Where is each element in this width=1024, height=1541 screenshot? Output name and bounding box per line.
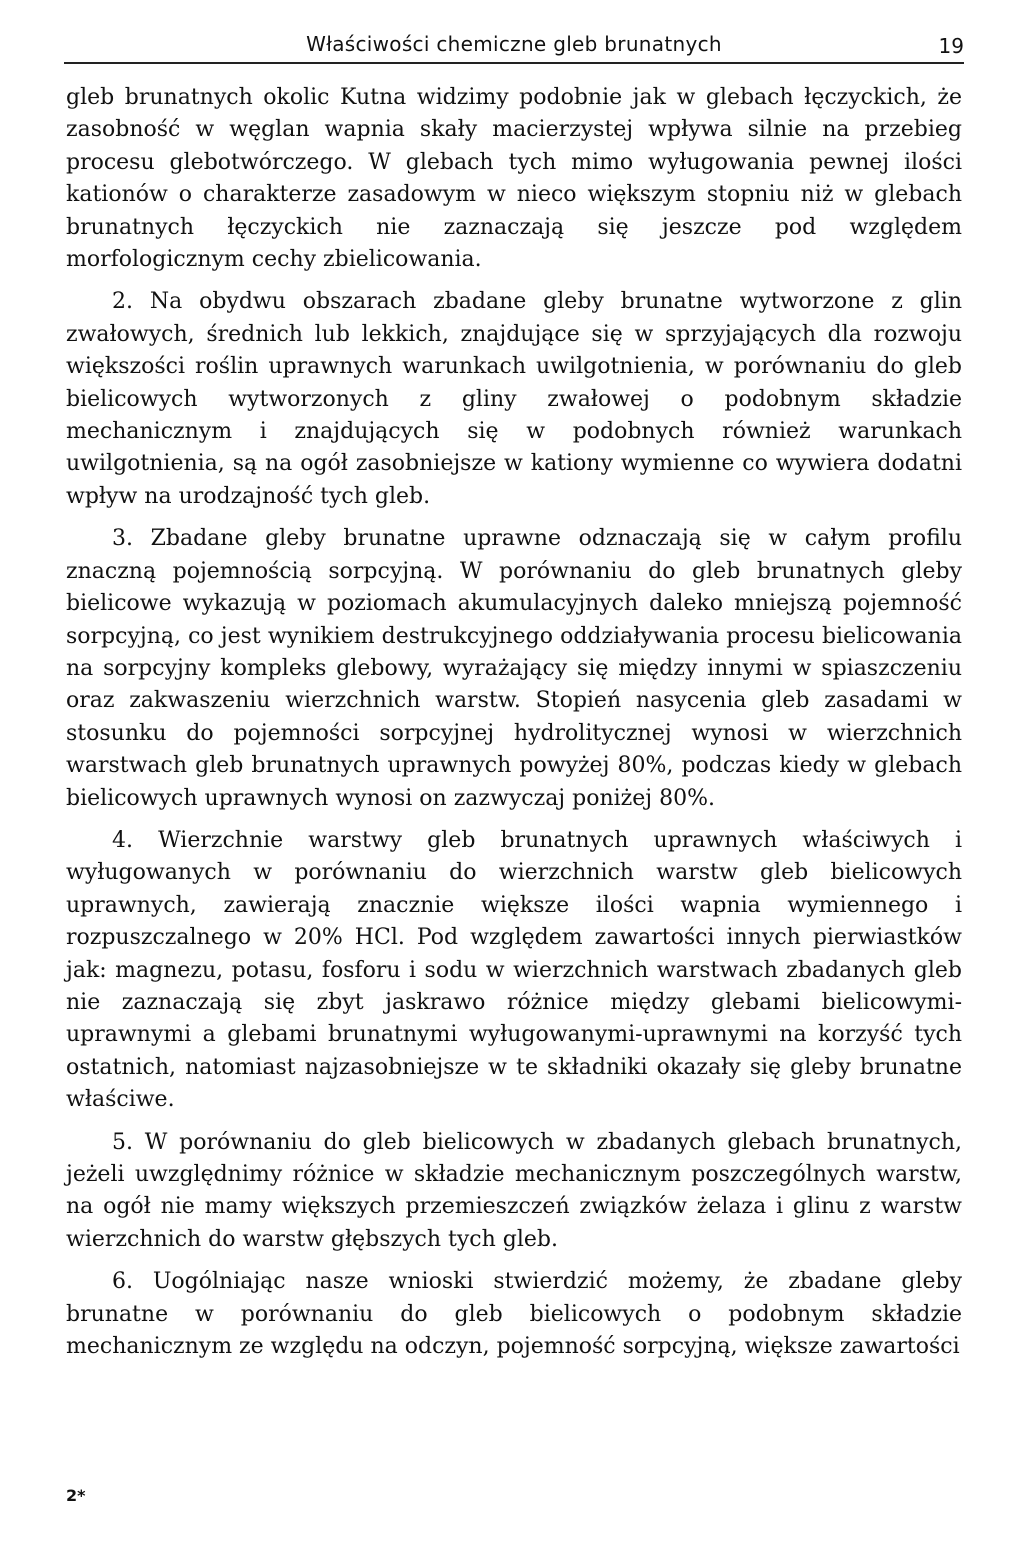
running-header (64, 30, 964, 64)
page-number: 19 (938, 34, 964, 58)
paragraph-conclusion-5: 5. W porównaniu do gleb bielicowych w zbadanych glebach brunatnych, jeżeli uwzględnimy różnice w składzie mechanicznym poszczególnych warstw, na ogół nie mamy większych przemieszczeń związków żelaza i glinu z warstw wierzchnich do warstw głębszych tych gleb. (66, 1129, 962, 1252)
printer-signature-mark: 2* (66, 1486, 86, 1505)
paragraph-continuation: gleb brunatnych okolic Kutna widzimy podobnie jak w glebach łęczyckich, że zasobność w węglan wapnia skały macierzystej wpływa silnie na przebieg procesu glebotwórczego. W glebach tych mimo wyługowania pewnej ilości kationów o charakterze zasadowym w nieco większym stopniu niż w glebach brunatnych łęczyckich nie zaznaczają się jeszcze pod względem morfologicznym cechy zbielicowania. (66, 85, 962, 273)
paragraph-conclusion-6: 6. Uogólniając nasze wnioski stwierdzić możemy, że zbadane gleby brunatne w porównaniu do gleb bielicowych o podobnym składzie mechanicznym ze względu na odczyn, pojemność sorpcyjną, większe zawartości (66, 1269, 962, 1360)
paragraph-conclusion-4: 4. Wierzchnie warstwy gleb brunatnych uprawnych właściwych i wyługowanych w porównaniu do wierzchnich warstw gleb bielicowych uprawnych, zawierają znacznie większe ilości wapnia wymiennego i rozpuszczalnego w 20% HCl. Pod względem zawartości innych pierwiastków jak: magnezu, potasu, fosforu i sodu w wierzchnich warstwach zbadanych gleb nie zaznaczają się zbyt jaskrawo różnice między glebami bielicowymi-uprawnymi a glebami brunatnymi wyługowanymi-uprawnymi na korzyść tych ostatnich, natomiast najzasobniejsze w te składniki okazały się gleby brunatne właściwe. (66, 827, 962, 1113)
paragraph-conclusion-2: 2. Na obydwu obszarach zbadane gleby brunatne wytworzone z glin zwałowych, średnich lub lekkich, znajdujące się w sprzyjających dla rozwoju większości roślin uprawnych warunkach uwilgotnienia, w porównaniu do gleb bielicowych wytworzonych z gliny zwałowej o podobnym składzie mechanicznym i znajdujących się w podobnych również warunkach uwilgotnienia, są na ogół zasobniejsze w kationy wymienne co wywiera dodatni wpływ na urodzajność tych gleb. (66, 289, 962, 509)
running-title: Właściwości chemiczne gleb brunatnych (306, 32, 722, 56)
paragraph-conclusion-3: 3. Zbadane gleby brunatne uprawne odznaczają się w całym profilu znaczną pojemnością sorpcyjną. W porównaniu do gleb brunatnych gleby bielicowe wykazują w poziomach akumulacyjnych daleko mniejszą pojemność sorpcyjną, co jest wynikiem destrukcyjnego oddziaływania procesu bielicowania na sorpcyjny kompleks glebowy, wyrażający się między innymi w spiaszczeniu oraz zakwaszeniu wierzchnich warstw. Stopień nasycenia gleb zasadami w stosunku do pojemności sorpcyjnej hydrolitycznej wynosi w wierzchnich warstwach gleb brunatnych uprawnych powyżej 80%, podczas kiedy w glebach bielicowych uprawnych wynosi on zazwyczaj poniżej 80%. (66, 526, 962, 811)
body-text (66, 82, 962, 1363)
